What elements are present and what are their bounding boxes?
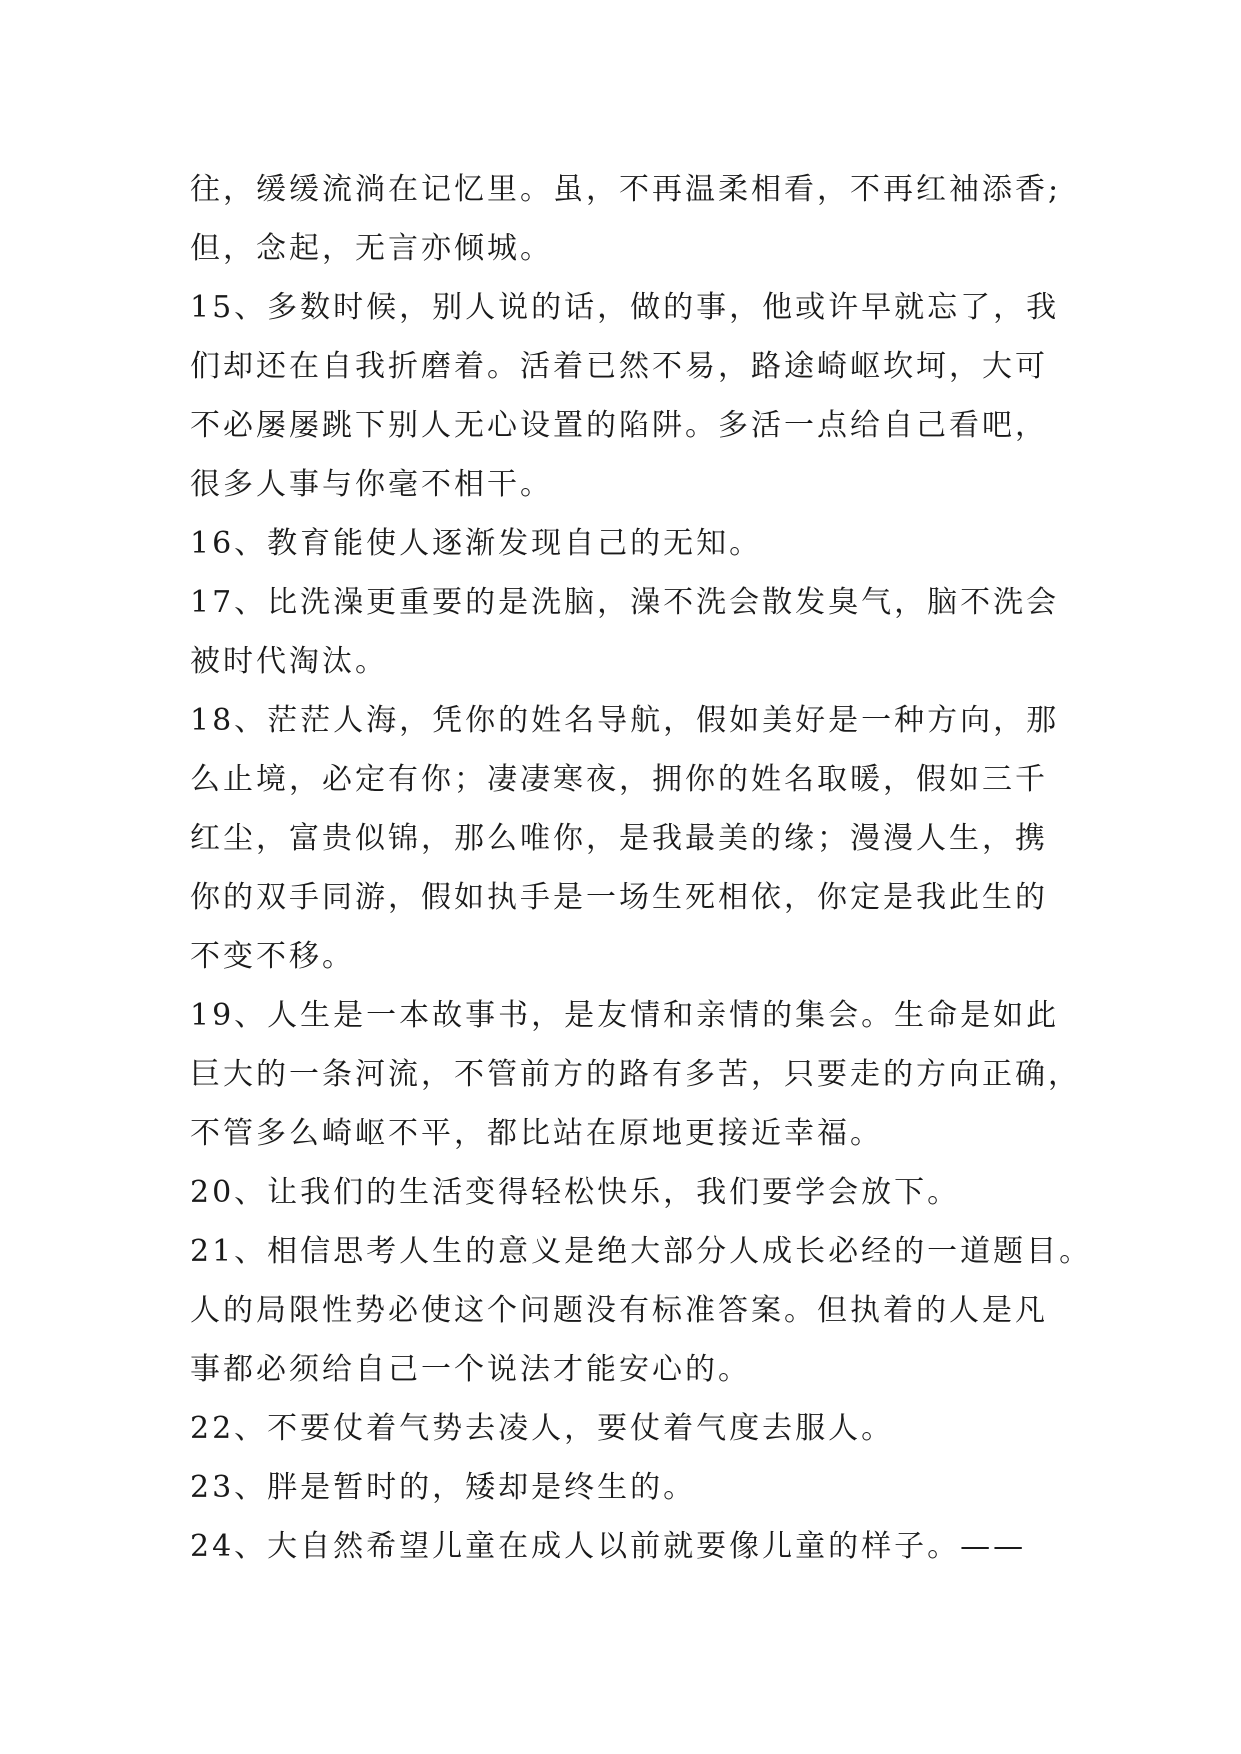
text-line: 21、相信思考人生的意义是绝大部分人成长必经的一道题目。: [190, 1234, 1093, 1269]
text-line: 16、教育能使人逐渐发现自己的无知。: [190, 526, 763, 561]
text-line: 15、多数时候，别人说的话，做的事，他或许早就忘了，我: [190, 290, 1060, 325]
text-line: 你的双手同游，假如执手是一场生死相依，你定是我此生的: [190, 880, 1048, 915]
text-line: 18、茫茫人海，凭你的姓名导航，假如美好是一种方向，那: [190, 703, 1060, 738]
text-line: 不变不移。: [190, 939, 355, 974]
text-line: 20、让我们的生活变得轻松快乐，我们要学会放下。: [190, 1175, 961, 1210]
text-line: 人的局限性势必使这个问题没有标准答案。但执着的人是凡: [190, 1293, 1048, 1328]
text-line: 巨大的一条河流，不管前方的路有多苦，只要走的方向正确，: [190, 1057, 1081, 1092]
text-line: 19、人生是一本故事书，是友情和亲情的集会。生命是如此: [190, 998, 1060, 1033]
text-line: 不管多么崎岖不平，都比站在原地更接近幸福。: [190, 1116, 883, 1151]
text-line: 23、胖是暂时的，矮却是终生的。: [190, 1470, 697, 1505]
text-line: 22、不要仗着气势去凌人，要仗着气度去服人。: [190, 1411, 895, 1446]
text-line: 们却还在自我折磨着。活着已然不易，路途崎岖坎坷，大可: [190, 349, 1048, 384]
text-line: 事都必须给自己一个说法才能安心的。: [190, 1352, 751, 1387]
text-line: 很多人事与你毫不相干。: [190, 467, 553, 502]
text-line: 么止境，必定有你；凄凄寒夜，拥你的姓名取暖，假如三千: [190, 762, 1048, 797]
text-line: 红尘，富贵似锦，那么唯你，是我最美的缘；漫漫人生，携: [190, 821, 1048, 856]
text-line: 17、比洗澡更重要的是洗脑，澡不洗会散发臭气，脑不洗会: [190, 585, 1060, 620]
text-line: 但，念起，无言亦倾城。: [190, 231, 553, 266]
text-line: 24、大自然希望儿童在成人以前就要像儿童的样子。——: [190, 1529, 1027, 1564]
body-text: [190, 160, 1093, 1576]
text-line: 不必屡屡跳下别人无心设置的陷阱。多活一点给自己看吧，: [190, 408, 1048, 443]
text-line: 被时代淘汰。: [190, 644, 388, 679]
text-line: 往，缓缓流淌在记忆里。虽，不再温柔相看，不再红袖添香;: [190, 172, 1062, 207]
